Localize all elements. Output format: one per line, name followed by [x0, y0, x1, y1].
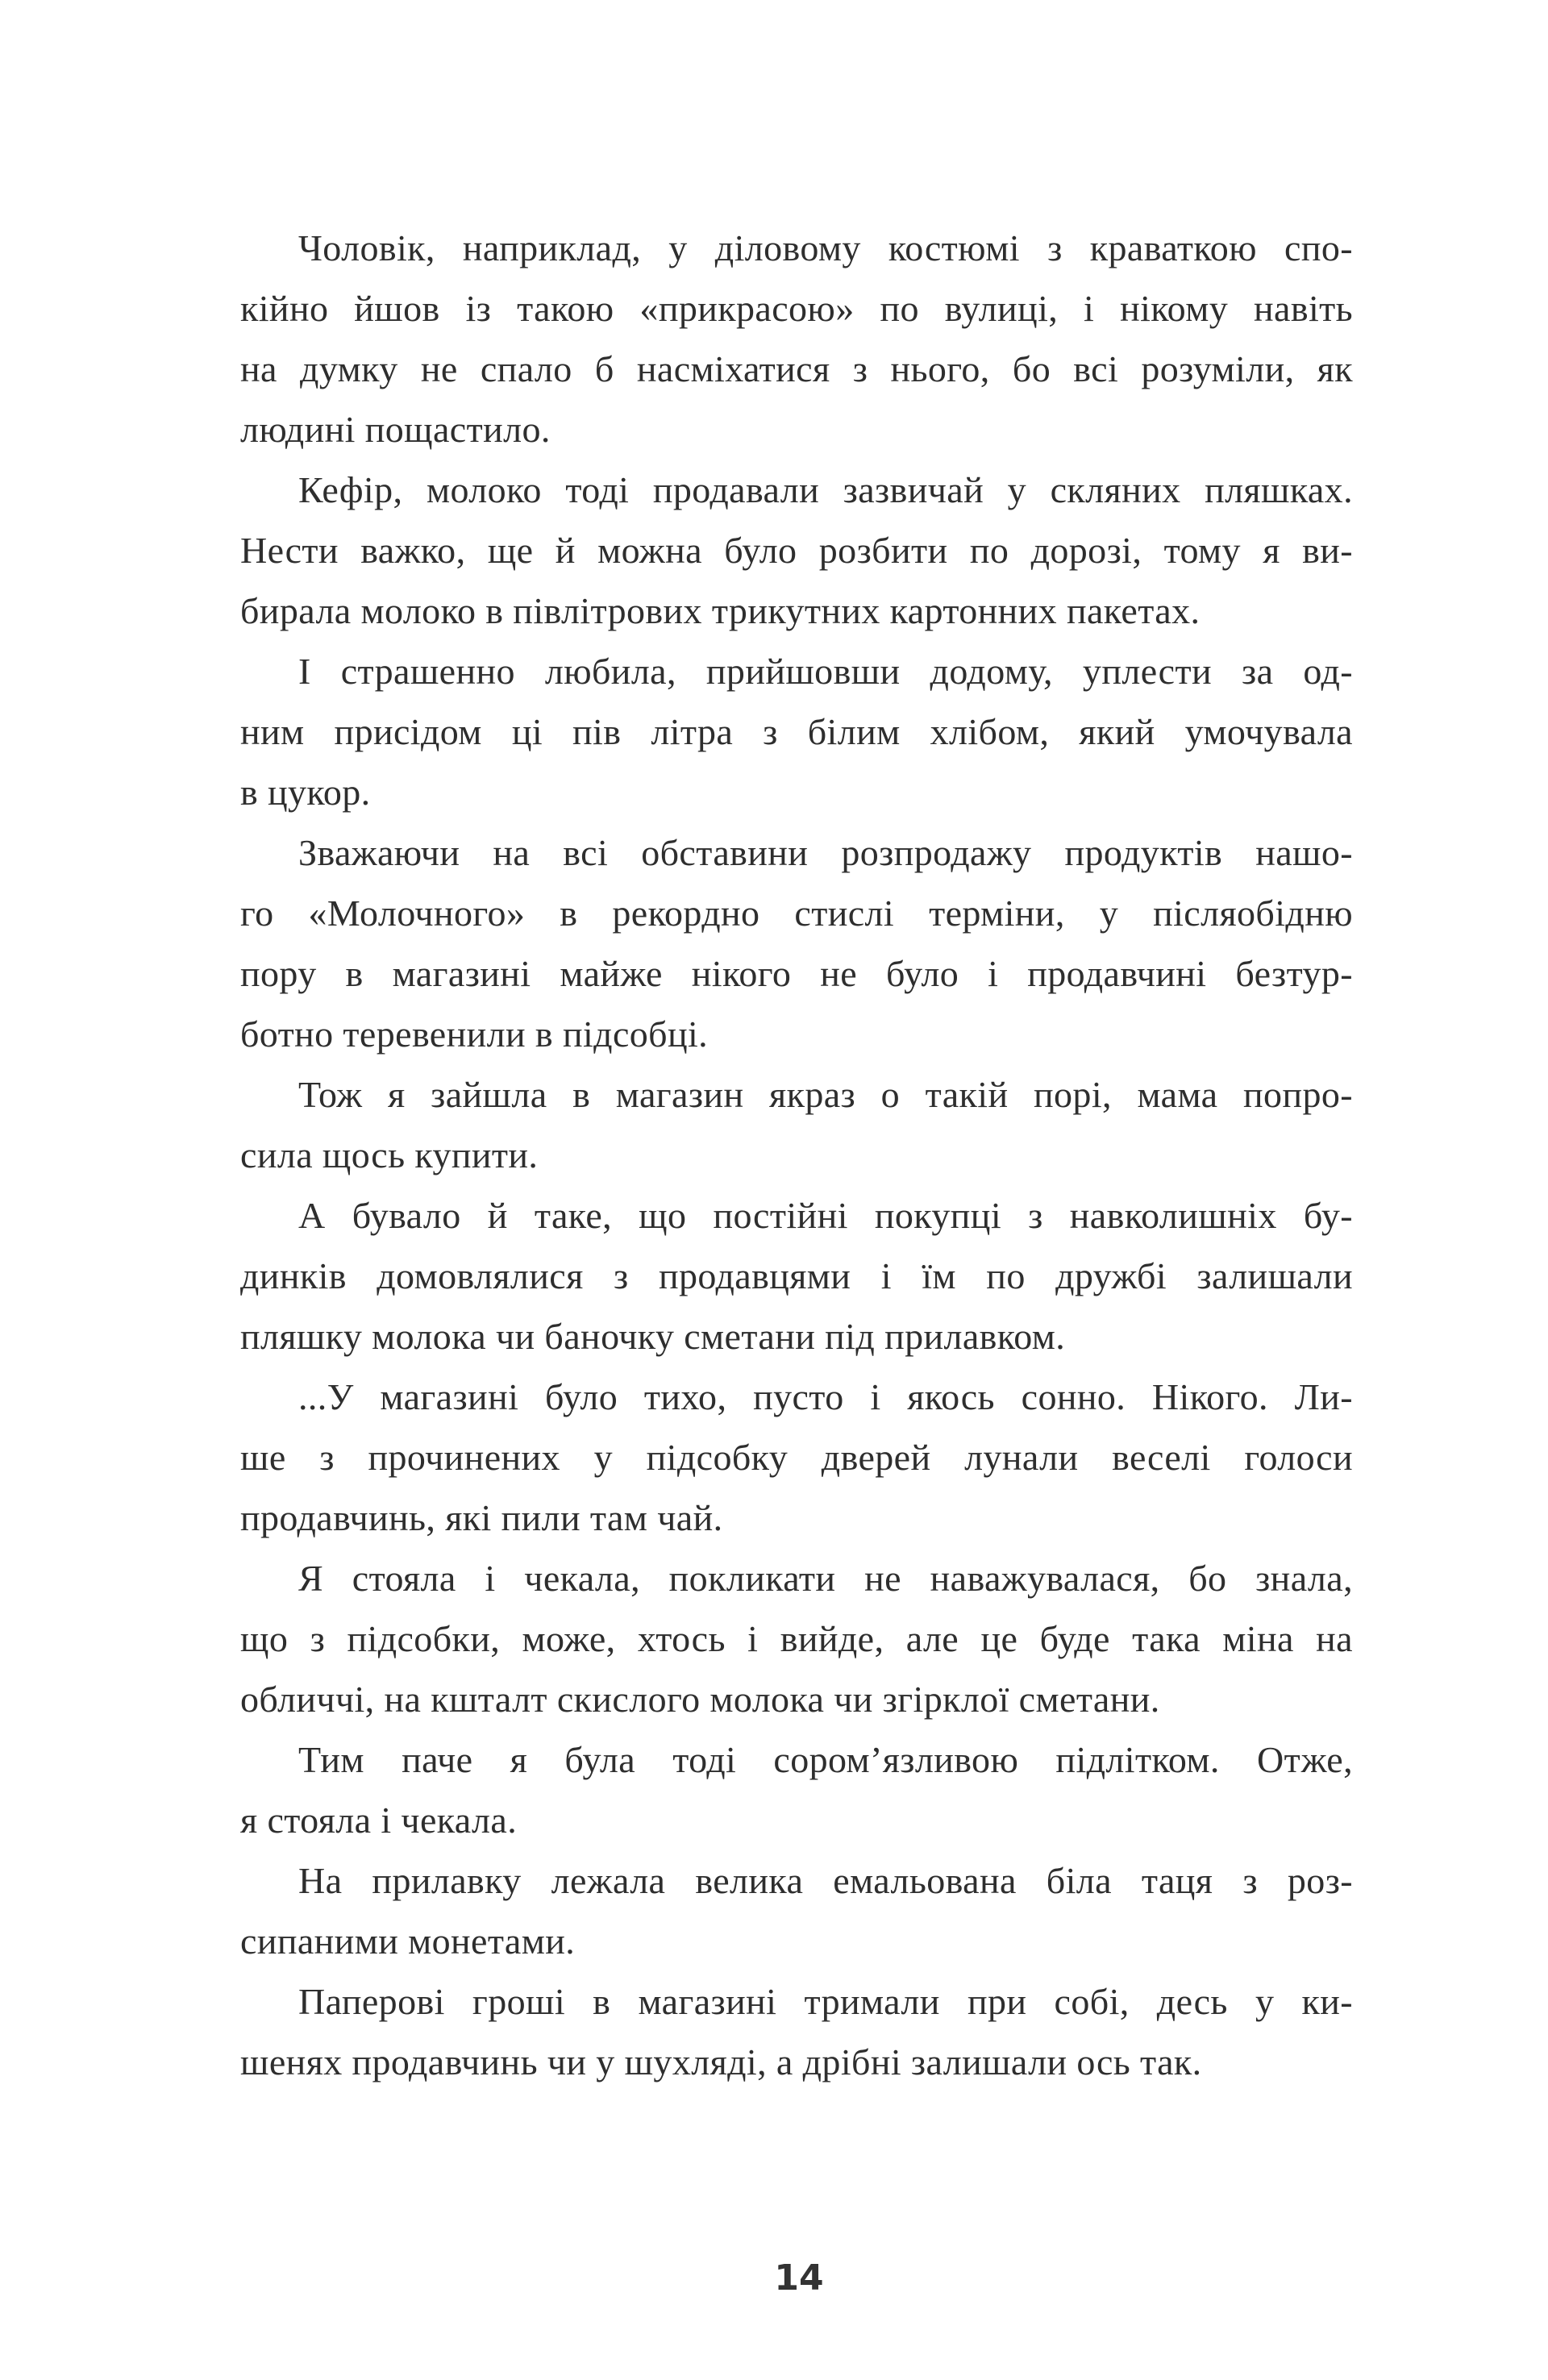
text-line: Чоловік, наприклад, у діловому костюмі з краваткою спо-	[298, 227, 1353, 268]
text-line: На прилавку лежала велика емальована біла таця з роз-	[298, 1860, 1353, 1901]
text-line: сила щось купити.	[240, 1134, 539, 1175]
text-line: я стояла і чекала.	[240, 1800, 518, 1841]
text-line: го «Молочного» в рекордно стислі терміни, у післяобідню	[240, 892, 1353, 934]
text-line: що з підсобки, може, хтось і вийде, але це буде така міна на	[240, 1618, 1353, 1659]
text-line: обличчі, на кшталт скислого молока чи згірклої сметани.	[240, 1679, 1160, 1720]
text-line: людині пощастило.	[240, 409, 551, 450]
text-line: продавчинь, які пили там чай.	[240, 1497, 723, 1538]
text-line: на думку не спало б насміхатися з нього, бо всі розуміли, як	[240, 348, 1353, 389]
text-line: пляшку молока чи баночку сметани під прилавком.	[240, 1316, 1066, 1357]
text-line: Тим паче я була тоді сором’язливою підлітком. Отже,	[298, 1739, 1353, 1780]
paragraph	[240, 1367, 1353, 1548]
body-text	[240, 218, 1353, 2092]
text-line: динків домовлялися з продавцями і їм по дружбі залишали	[240, 1255, 1353, 1296]
text-line: Паперові гроші в магазині тримали при собі, десь у ки-	[298, 1981, 1353, 2022]
text-line: ...У магазині було тихо, пусто і якось сонно. Нікого. Ли-	[298, 1376, 1353, 1417]
text-line: Я стояла і чекала, покликати не наважувалася, бо знала,	[298, 1558, 1353, 1599]
text-line: бирала молоко в півлітрових трикутних картонних пакетах.	[240, 590, 1201, 631]
text-line: ше з прочинених у підсобку дверей лунали веселі голоси	[240, 1437, 1353, 1478]
text-line: А бувало й таке, що постійні покупці з навколишніх бу-	[298, 1195, 1353, 1236]
text-line: кійно йшов із такою «прикрасою» по вулиці, і нікому навіть	[240, 288, 1353, 329]
text-line: І страшенно любила, прийшовши додому, уплести за од-	[298, 651, 1353, 692]
text-line: Нести важко, ще й можна було розбити по дорозі, тому я ви-	[240, 530, 1353, 571]
paragraph	[240, 460, 1353, 641]
text-line: ним присідом ці пів літра з білим хлібом, який умочувала	[240, 711, 1353, 752]
text-line: пору в магазині майже нікого не було і продавчині безтур-	[240, 953, 1353, 994]
paragraph	[240, 1185, 1353, 1367]
paragraph	[240, 1971, 1353, 2092]
text-line: Кефір, молоко тоді продавали зазвичай у скляних пляшках.	[298, 469, 1353, 510]
paragraph	[240, 1850, 1353, 1971]
paragraph	[240, 822, 1353, 1064]
text-line: Тож я зайшла в магазин якраз о такій порі, мама попро-	[298, 1074, 1353, 1115]
page-number: 14	[774, 2257, 824, 2299]
text-line: Зважаючи на всі обставини розпродажу продуктів нашо-	[298, 832, 1353, 873]
text-line: в цукор.	[240, 772, 371, 813]
paragraph	[240, 1064, 1353, 1185]
paragraph	[240, 218, 1353, 460]
text-line: сипаними монетами.	[240, 1920, 576, 1962]
text-line: шенях продавчинь чи у шухляді, а дрібні залишали ось так.	[240, 2041, 1202, 2082]
paragraph	[240, 1729, 1353, 1850]
text-line: ботно теревенили в підсобці.	[240, 1013, 709, 1055]
paragraph	[240, 1548, 1353, 1729]
paragraph	[240, 641, 1353, 822]
